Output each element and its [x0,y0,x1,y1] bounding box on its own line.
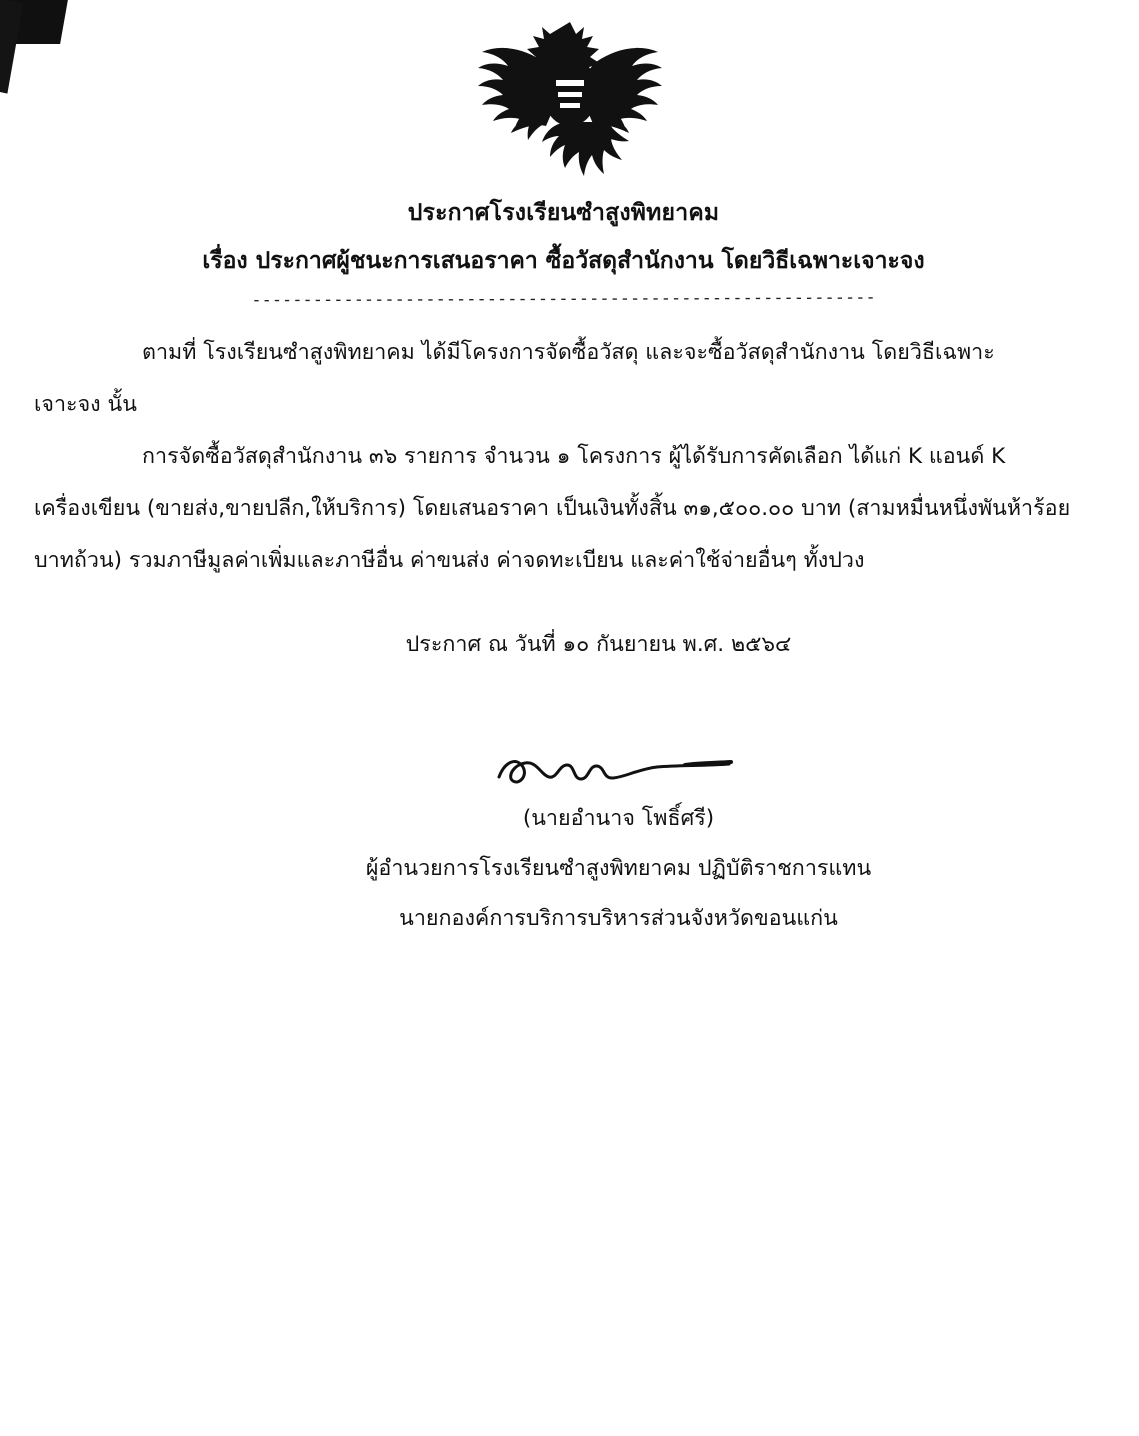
signature-block [28,747,1099,935]
paragraph-2 [28,433,1099,585]
divider: ------------------------------------------------------------- [251,287,876,311]
signer-name: (นายอำนาจ โพธิ์ศรี) [522,806,715,831]
page-title: ประกาศโรงเรียนซำสูงพิทยาคม [407,200,720,226]
paragraph-2-line-1-text: การจัดซื้อวัสดุสำนักงาน ๓๖ รายการ จำนวน ๑ โครงการ ผู้ได้รับการคัดเลือก ได้แก่ K แอนด์ K [142,444,1006,469]
document-subject: เรื่อง ประกาศผู้ชนะการเสนอราคา ซื้อวัสดุสำนักงาน โดยวิธีเฉพาะเจาะจง [202,248,925,274]
signer-position-line-1: ผู้อำนวยการโรงเรียนซำสูงพิทยาคม ปฏิบัติราชการแทน [365,856,872,881]
document-body [0,195,1139,935]
paragraph-1-line-2: เจาะจง นั้น [34,392,137,417]
paragraph-1-line-1 [34,329,1089,377]
paragraph-2-line-3: บาทถ้วน) รวมภาษีมูลค่าเพิ่มและภาษีอื่น ค่าขนส่ง ค่าจดทะเบียน และค่าใช้จ่ายอื่นๆ ทั้งปวง [34,548,865,573]
handwritten-signature-icon [489,747,749,795]
paragraph-2-line-2: เครื่องเขียน (ขายส่ง,ขายปลีก,ให้บริการ) โดยเสนอราคา เป็นเงินทั้งสิ้น ๓๑,๕๐๐.๐๐ บาท (สามหมื่นหนึ่งพันห้าร้อย [34,496,1071,521]
announcement-date: ประกาศ ณ วันที่ ๑๐ กันยายน พ.ศ. ๒๕๖๔ [405,632,792,657]
paragraph-1-line-1-text: ตามที่ โรงเรียนซำสูงพิทยาคม ได้มีโครงการจัดซื้อวัสดุ และจะซื้อวัสดุสำนักงาน โดยวิธีเฉพาะ [142,340,995,365]
paragraph-1 [28,329,1099,429]
signer-position-line-2: นายกองค์การบริการบริหารส่วนจังหวัดขอนแก่น [399,906,838,931]
paragraph-2-line-1 [34,433,1089,481]
garuda-emblem [0,18,1139,193]
